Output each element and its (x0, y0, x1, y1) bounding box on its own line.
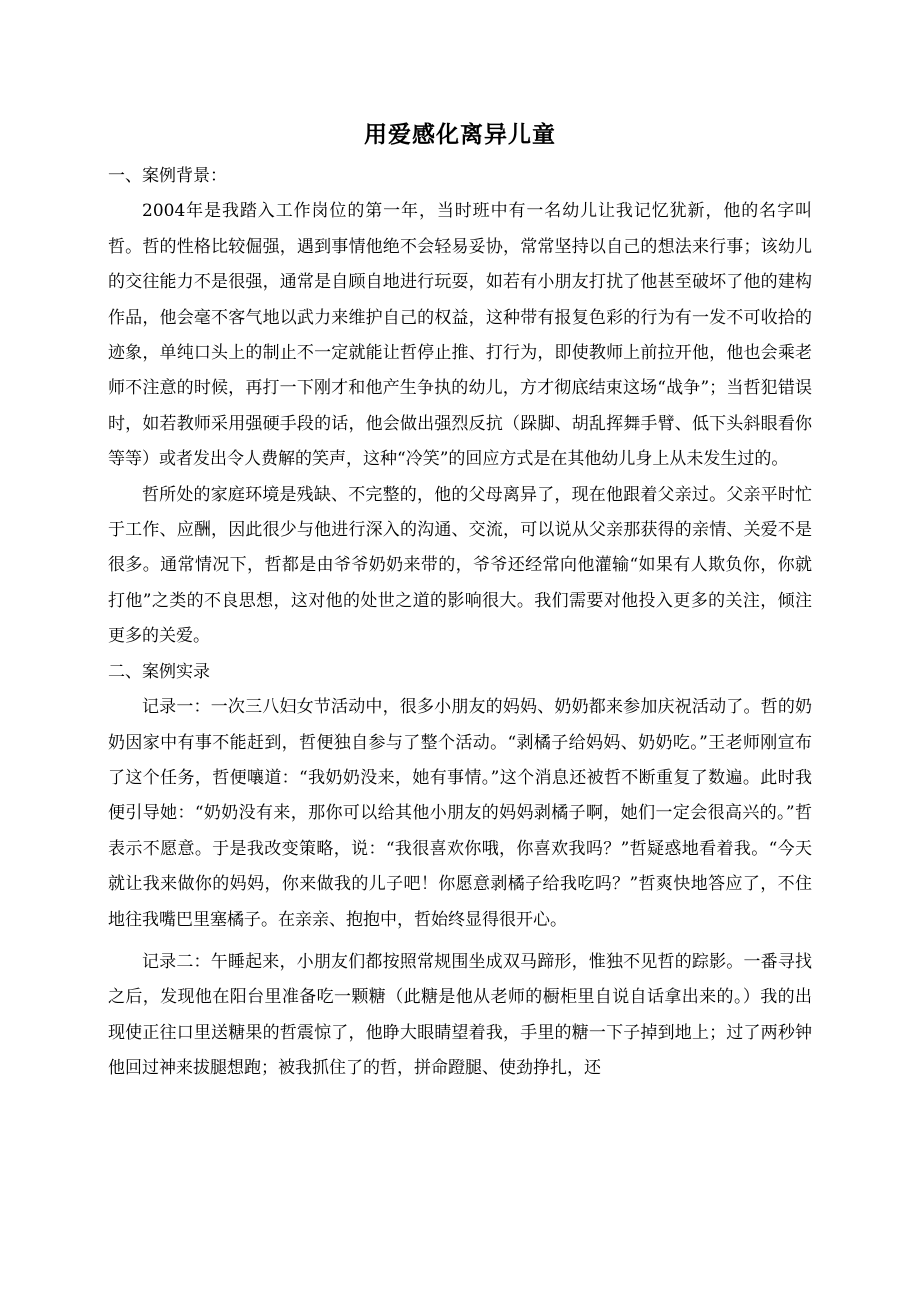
document-title: 用爱感化离异儿童 (364, 122, 556, 148)
paragraph-record-1: 记录一：一次三八妇女节活动中，很多小朋友的妈妈、奶奶都来参加庆祝活动了。哲的奶奶因家中有事不能赶到，哲便独自参与了整个活动。“剥橘子给妈妈、奶奶吃。”王老师刚宣布了这个任务，哲便嚷道：“我奶奶没来，她有事情。”这个消息还被哲不断重复了数遍。此时我便引导她：“奶奶没有来，那你可以给其他小朋友的妈妈剥橘子啊，她们一定会很高兴的。”哲表示不愿意。于是我改变策略，说：“我很喜欢你哦，你喜欢我吗？”哲疑惑地看着我。“今天就让我来做你的妈妈，你来做我的儿子吧！你愿意剥橘子给我吃吗？”哲爽快地答应了，不住地往我嘴巴里塞橘子。在亲亲、抱抱中，哲始终显得很开心。 (108, 697, 812, 930)
document-body (108, 159, 812, 1087)
section-heading-background: 一、案例背景： (108, 166, 227, 186)
section-heading-record: 二、案例实录 (108, 661, 210, 682)
paragraph-background-2: 哲所处的家庭环境是残缺、不完整的，他的父母离异了，现在他跟着父亲过。父亲平时忙于工作、应酬，因此很少与他进行深入的沟通、交流，可以说从父亲那获得的亲情、关爱不是很多。通常情况下，哲都是由爷爷奶奶来带的，爷爷还经常向他灌输“如果有人欺负你，你就打他”之类的不良思想，这对他的处世之道的影响很大。我们需要对他投入更多的关注，倾注更多的关爱。 (108, 484, 812, 647)
paragraph-background-1: 2004年是我踏入工作岗位的第一年，当时班中有一名幼儿让我记忆犹新，他的名字叫哲。哲的性格比较倔强，遇到事情他绝不会轻易妥协，常常坚持以自己的想法来行事；该幼儿的交往能力不是很强，通常是自顾自地进行玩耍，如若有小朋友打扰了他甚至破坏了他的建构作品，他会毫不客气地以武力来维护自己的权益，这种带有报复色彩的行为有一发不可收拾的迹象，单纯口头上的制止不一定就能让哲停止推、打行为，即使教师上前拉开他，他也会乘老师不注意的时候，再打一下刚才和他产生争执的幼儿，方才彻底结束这场“战争”；当哲犯错误时，如若教师采用强硬手段的话，他会做出强烈反抗（跺脚、胡乱挥舞手臂、低下头斜眼看你等等）或者发出令人费解的笑声，这种“冷笑”的回应方式是在其他幼儿身上从未发生过的。 (108, 201, 812, 470)
paragraph-record-2: 记录二：午睡起来，小朋友们都按照常规围坐成双马蹄形，惟独不见哲的踪影。一番寻找之后，发现他在阳台里准备吃一颗糖（此糖是他从老师的橱柜里自说自话拿出来的。）我的出现使正往口里送糖果的哲震惊了，他睁大眼睛望着我，手里的糖一下子掉到地上；过了两秒钟他回过神来拔腿想跑；被我抓住了的哲，拼命蹬腿、使劲挣扎，还 (108, 951, 812, 1079)
